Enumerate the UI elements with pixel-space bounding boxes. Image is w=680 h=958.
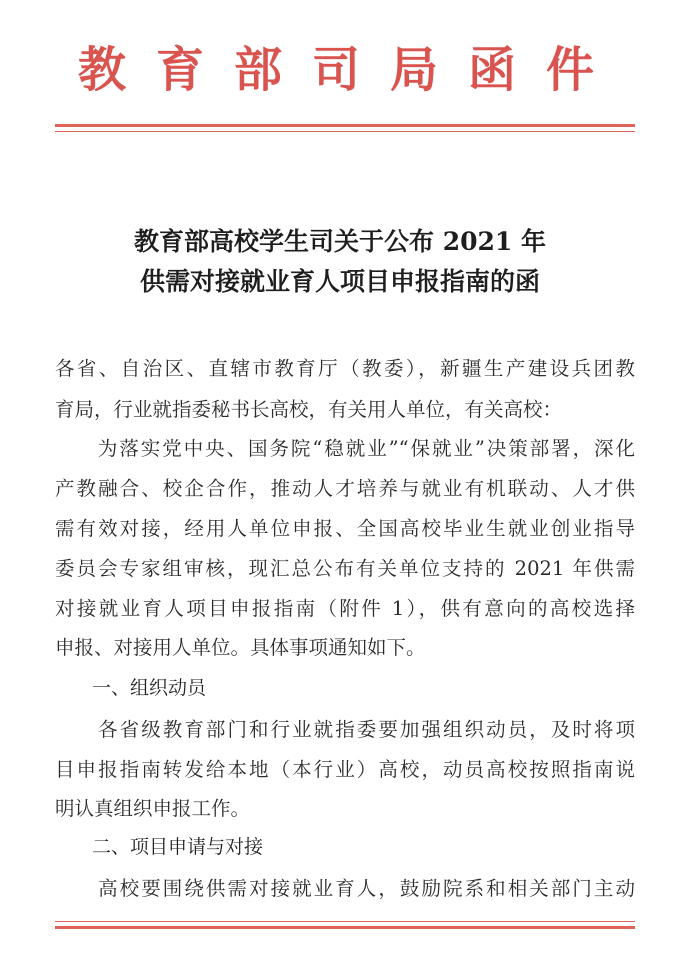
- intro-line: 申报、对接用人单位。具体事项通知如下。: [55, 636, 426, 659]
- section1-line: 目申报指南转发给本地（本行业）高校，动员高校按照指南说: [55, 758, 635, 781]
- section1-line: 明认真组织申报工作。: [55, 797, 251, 820]
- document-title-line2: 供需对接就业育人项目申报指南的函: [139, 267, 540, 296]
- intro-line: 需有效对接，经用人单位申报、全国高校毕业生就业创业指导: [55, 517, 635, 540]
- letterhead-title: 教育部司局函件: [77, 42, 624, 98]
- footer-divider-thin: [55, 921, 635, 922]
- header-divider-thick: [55, 124, 635, 127]
- document-title-line1: 教育部高校学生司关于公布 2021 年: [134, 227, 546, 256]
- intro-line: 对接就业育人项目申报指南（附件 1），供有意向的高校选择: [55, 597, 635, 620]
- recipients-line: 各省、自治区、直辖市教育厅（教委），新疆生产建设兵团教: [55, 357, 635, 380]
- section2-line: 高校要围绕供需对接就业育人，鼓励院系和相关部门主动: [55, 877, 635, 900]
- section-heading-application: 二、项目申请与对接: [92, 836, 264, 858]
- recipients-line: 育局，行业就指委秘书长高校，有关用人单位，有关高校：: [55, 398, 563, 421]
- intro-line: 委员会专家组审核，现汇总公布有关单位支持的 2021 年供需: [55, 557, 635, 580]
- section-heading-mobilization: 一、组织动员: [92, 677, 207, 699]
- intro-line: 产教融合、校企合作，推动人才培养与就业有机联动、人才供: [55, 477, 635, 500]
- intro-line: 为落实党中央、国务院“稳就业”“保就业”决策部署，深化: [55, 437, 635, 460]
- header-divider-thin: [55, 131, 635, 132]
- footer-divider-thick: [55, 926, 635, 929]
- section1-line: 各省级教育部门和行业就指委要加强组织动员，及时将项: [55, 718, 635, 741]
